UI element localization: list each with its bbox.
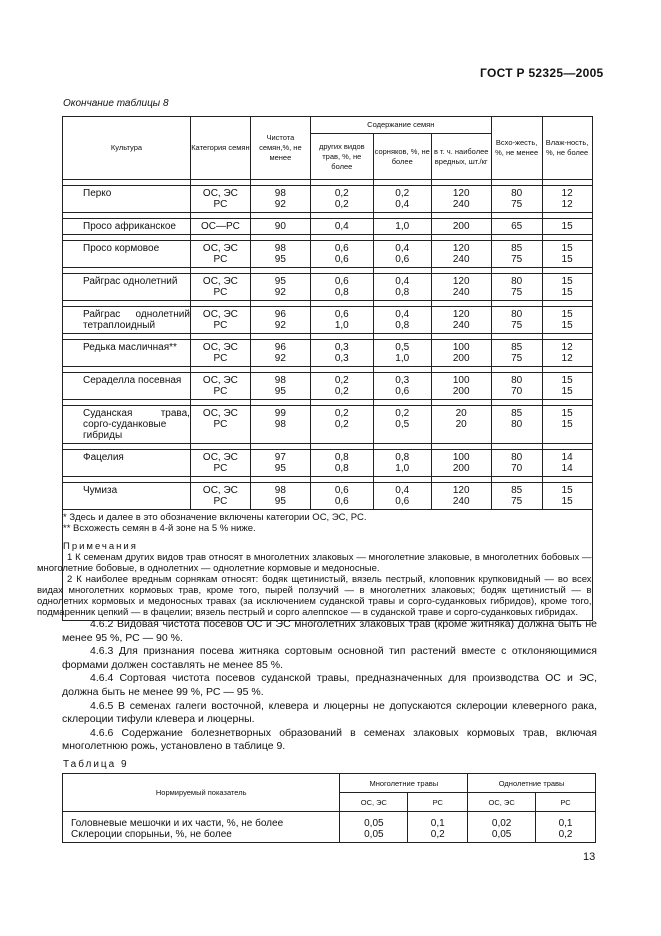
cell-value: 0,6 bbox=[334, 243, 349, 254]
cell-value: 80 bbox=[511, 309, 523, 320]
cell-value: 92 bbox=[274, 199, 286, 210]
header-other-grass: других видов трав, %, не более bbox=[310, 134, 373, 180]
header-indicator: Нормируемый показатель bbox=[63, 774, 340, 812]
cell-germ bbox=[491, 450, 542, 477]
cell-purity bbox=[250, 483, 310, 510]
crop-name: Фацелия bbox=[63, 450, 191, 477]
header-annual: Однолетние травы bbox=[468, 774, 596, 793]
cell-value: 100 bbox=[452, 452, 470, 463]
cell-moist bbox=[542, 406, 592, 444]
cell-purity bbox=[250, 340, 310, 367]
cell-moist bbox=[542, 186, 592, 213]
cell-value: 75 bbox=[511, 320, 523, 331]
cell-harmful bbox=[431, 186, 491, 213]
cell-value: 120 bbox=[452, 485, 470, 496]
crop-name: Суданская трава, сорго-суданковые гибриды bbox=[63, 406, 191, 444]
table-row bbox=[63, 340, 657, 367]
cell-value: 0,3 bbox=[334, 342, 349, 353]
cell-value: ОС, ЭС bbox=[202, 375, 238, 386]
cell-other bbox=[310, 274, 373, 301]
cell-value: 0,5 bbox=[395, 419, 410, 430]
cell-value: 96 bbox=[274, 342, 286, 353]
table-8 bbox=[37, 116, 656, 621]
header-perennial-os-es: ОС, ЭС bbox=[340, 793, 408, 812]
cell-value: 0,1 bbox=[430, 818, 445, 829]
table-row bbox=[63, 406, 657, 444]
cell-value: 15 bbox=[561, 320, 573, 331]
cell-value: 70 bbox=[511, 386, 523, 397]
cell-value: 200 bbox=[452, 386, 470, 397]
table-notes bbox=[37, 510, 593, 621]
paragraph-4-6-4: 4.6.4 Сортовая чистота посевов суданской травы, предназначенных для производства ОС и ЭС, должна быть не менее 99 %, РС — 95 %. bbox=[62, 672, 597, 698]
cell-value: 15 bbox=[561, 408, 573, 419]
cell-value: 92 bbox=[274, 353, 286, 364]
cell-value: 15 bbox=[561, 254, 573, 265]
paragraph-list bbox=[62, 618, 597, 754]
cell-value: 0,4 bbox=[395, 243, 410, 254]
note-1: 1 К семенам других видов трав относят в многолетних злаковых — многолетние злаковые, в многолетних бобовых — многолетние бобовые, в однолетних — однолетние кормовые и медоносные. bbox=[37, 552, 592, 574]
cell-category bbox=[190, 450, 250, 477]
cell-germ bbox=[491, 406, 542, 444]
cell-value: 200 bbox=[452, 463, 470, 474]
table-row bbox=[63, 307, 657, 334]
cell-value: 0,6 bbox=[334, 254, 349, 265]
cell-value: 0,2 bbox=[334, 188, 349, 199]
cell-germ bbox=[491, 241, 542, 268]
crop-name: Редька масличная** bbox=[63, 340, 191, 367]
cell-category bbox=[190, 186, 250, 213]
cell-harmful bbox=[431, 241, 491, 268]
cell-value: 95 bbox=[274, 254, 286, 265]
cell-purity bbox=[250, 186, 310, 213]
cell-value: 100 bbox=[452, 342, 470, 353]
cell-moist bbox=[542, 241, 592, 268]
cell-weeds bbox=[373, 219, 431, 235]
cell-value: 0,6 bbox=[334, 309, 349, 320]
cell-value: 0,6 bbox=[334, 496, 349, 507]
cell-value: 98 bbox=[274, 375, 286, 386]
paragraph-4-6-5: 4.6.5 В семенах галеги восточной, клевера и люцерны не допускаются склероции клеверного рака, склероции тифули клевера и люцерны. bbox=[62, 699, 597, 726]
crop-name: Сераделла посевная bbox=[63, 373, 191, 400]
cell-value: РС bbox=[213, 419, 228, 430]
cell-category bbox=[190, 340, 250, 367]
header-content-group: Содержание семян bbox=[310, 117, 491, 134]
cell-value: 0,8 bbox=[395, 320, 410, 331]
header-perennial: Многолетние травы bbox=[340, 774, 468, 793]
cell-value: 0,2 bbox=[334, 419, 349, 430]
cell-other bbox=[310, 307, 373, 334]
cell-harmful bbox=[431, 274, 491, 301]
cell-germ bbox=[491, 483, 542, 510]
header-moisture: Влаж-ность, %, не более bbox=[542, 117, 592, 180]
cell-category bbox=[190, 373, 250, 400]
cell-value: ОС, ЭС bbox=[202, 452, 238, 463]
table-row bbox=[63, 274, 657, 301]
table-9-row bbox=[63, 812, 596, 843]
cell-value: 200 bbox=[452, 353, 470, 364]
cell-purity bbox=[250, 274, 310, 301]
cell-value: 0,6 bbox=[334, 276, 349, 287]
cell-moist bbox=[542, 483, 592, 510]
cell-value: 0,02 bbox=[491, 818, 512, 829]
paragraph-4-6-2: 4.6.2 Видовая чистота посевов ОС и ЭС многолетних злаковых трав (кроме житняка) должна быть не менее 95 %, РС — 90 %. bbox=[62, 618, 597, 644]
cell-value: 12 bbox=[561, 199, 573, 210]
cell-value: ОС, ЭС bbox=[202, 408, 238, 419]
crop-name: Райграс однолетний bbox=[63, 274, 191, 301]
document-header: ГОСТ Р 52325—2005 bbox=[480, 66, 604, 80]
cell-weeds bbox=[373, 406, 431, 444]
cell-value: 0,8 bbox=[395, 452, 410, 463]
cell-value: 1,0 bbox=[395, 353, 410, 364]
cell-value: РС bbox=[213, 463, 228, 474]
cell-other bbox=[310, 406, 373, 444]
cell-moist bbox=[542, 274, 592, 301]
cell-weeds bbox=[373, 186, 431, 213]
cell-value: 0,2 bbox=[395, 188, 410, 199]
cell-weeds bbox=[373, 307, 431, 334]
cell-weeds bbox=[373, 450, 431, 477]
cell-value: 92 bbox=[274, 320, 286, 331]
cell-value: 99 bbox=[274, 408, 286, 419]
crop-name: Просо кормовое bbox=[63, 241, 191, 268]
cell-value: 80 bbox=[511, 188, 523, 199]
cell-value: 12 bbox=[561, 188, 573, 199]
header-purity: Чистота семян,%, не менее bbox=[250, 117, 310, 180]
table-row bbox=[63, 450, 657, 477]
cell-purity bbox=[250, 373, 310, 400]
cell-value: ОС, ЭС bbox=[202, 243, 238, 254]
cell-other bbox=[310, 373, 373, 400]
crop-name: Райграс однолетний тетраплоидный bbox=[63, 307, 191, 334]
header-harmful: в т. ч. наиболее вредных, шт./кг bbox=[431, 134, 491, 180]
cell-value: 120 bbox=[452, 276, 470, 287]
cell-value: 15 bbox=[561, 419, 573, 430]
header-annual-rs: РС bbox=[536, 793, 596, 812]
cell-value: 98 bbox=[274, 243, 286, 254]
header-germination: Всхо-жесть, %, не менее bbox=[491, 117, 542, 180]
footnote-1: * Здесь и далее в это обозначение включены категории ОС, ЭС, РС. bbox=[63, 512, 367, 523]
cell-value: 240 bbox=[452, 496, 470, 507]
cell-value: 80 bbox=[511, 375, 523, 386]
cell-value: 0,1 bbox=[558, 818, 573, 829]
cell-value: 240 bbox=[452, 320, 470, 331]
table-row bbox=[63, 219, 657, 235]
cell-moist bbox=[542, 450, 592, 477]
cell-weeds bbox=[373, 274, 431, 301]
table-row bbox=[63, 241, 657, 268]
cell-harmful bbox=[431, 373, 491, 400]
cell-value: РС bbox=[213, 496, 228, 507]
cell-value: ОС—РС bbox=[201, 221, 240, 232]
cell-purity bbox=[250, 307, 310, 334]
cell-value: 120 bbox=[452, 309, 470, 320]
cell-harmful bbox=[431, 340, 491, 367]
cell-germ bbox=[491, 307, 542, 334]
cell-value: 0,2 bbox=[558, 829, 573, 840]
cell-value: 0,6 bbox=[395, 496, 410, 507]
cell-value: 0,3 bbox=[334, 353, 349, 364]
cell-other bbox=[310, 340, 373, 367]
cell-moist bbox=[542, 340, 592, 367]
cell-value: ОС, ЭС bbox=[202, 188, 238, 199]
cell-other bbox=[310, 241, 373, 268]
cell-value: 20 bbox=[455, 408, 467, 419]
header-annual-os-es: ОС, ЭС bbox=[468, 793, 536, 812]
cell-purity bbox=[250, 450, 310, 477]
cell-value: 0,05 bbox=[364, 818, 384, 829]
header-crop: Культура bbox=[63, 117, 191, 180]
cell-value: 85 bbox=[511, 485, 523, 496]
footnote-2: ** Всхожесть семян в 4-й зоне на 5 % ниже. bbox=[63, 523, 256, 534]
cell-value: 0,6 bbox=[334, 485, 349, 496]
cell-value: 0,2 bbox=[430, 829, 445, 840]
cell-value: 240 bbox=[452, 199, 470, 210]
cell-value: 14 bbox=[561, 452, 573, 463]
cell-value: 120 bbox=[452, 188, 470, 199]
cell-moist bbox=[542, 307, 592, 334]
cell-value: 15 bbox=[561, 276, 573, 287]
cell-value: 70 bbox=[511, 463, 523, 474]
cell-value: 90 bbox=[274, 221, 286, 232]
cell-value: 15 bbox=[561, 309, 573, 320]
cell-value: РС bbox=[213, 287, 228, 298]
cell-category bbox=[190, 483, 250, 510]
cell-category bbox=[190, 307, 250, 334]
cell-value: 14 bbox=[561, 463, 573, 474]
cell-value: РС bbox=[213, 199, 228, 210]
cell-value: 0,8 bbox=[334, 452, 349, 463]
cell-weeds bbox=[373, 373, 431, 400]
cell-moist bbox=[542, 373, 592, 400]
cell-value: 15 bbox=[561, 386, 573, 397]
cell-value: 0,2 bbox=[334, 386, 349, 397]
crop-name: Чумиза bbox=[63, 483, 191, 510]
cell-value: 0,3 bbox=[395, 375, 410, 386]
cell-value: 240 bbox=[452, 254, 470, 265]
cell-value: 75 bbox=[511, 496, 523, 507]
cell-value: ОС, ЭС bbox=[202, 276, 238, 287]
cell-value: 95 bbox=[274, 463, 286, 474]
cell-value: 85 bbox=[511, 408, 523, 419]
cell-value: ОС, ЭС bbox=[202, 485, 238, 496]
cell-value: 0,8 bbox=[395, 287, 410, 298]
cell-value: 0,4 bbox=[395, 276, 410, 287]
cell-weeds bbox=[373, 340, 431, 367]
cell-value: 65 bbox=[511, 221, 523, 232]
cell-value: 0,6 bbox=[395, 386, 410, 397]
notes-title: Примечания bbox=[63, 541, 138, 552]
cell-value: РС bbox=[213, 386, 228, 397]
cell-value: 95 bbox=[274, 386, 286, 397]
cell-germ bbox=[491, 186, 542, 213]
header-weeds: сорняков, %, не более bbox=[373, 134, 431, 180]
cell-value: 0,2 bbox=[334, 408, 349, 419]
cell-other bbox=[310, 186, 373, 213]
cell-value: 75 bbox=[511, 353, 523, 364]
cell-germ bbox=[491, 340, 542, 367]
cell-value: 80 bbox=[511, 419, 523, 430]
table-8-caption: Окончание таблицы 8 bbox=[63, 98, 169, 109]
cell-value: 200 bbox=[452, 221, 470, 232]
cell-value: 0,4 bbox=[334, 221, 349, 232]
cell-germ bbox=[491, 373, 542, 400]
cell-harmful bbox=[431, 406, 491, 444]
cell-value: РС bbox=[213, 320, 228, 331]
cell-value: 15 bbox=[561, 243, 573, 254]
cell-value: 0,8 bbox=[334, 463, 349, 474]
cell-value: 0,8 bbox=[334, 287, 349, 298]
cell-value: 0,2 bbox=[334, 199, 349, 210]
cell-value: 12 bbox=[561, 353, 573, 364]
cell-other bbox=[310, 450, 373, 477]
cell-value: 100 bbox=[452, 375, 470, 386]
cell-value: 0,4 bbox=[395, 309, 410, 320]
cell-value: 15 bbox=[561, 485, 573, 496]
row-label: Склероции спорыньи, %, не более bbox=[71, 829, 232, 840]
cell-value: 20 bbox=[455, 419, 467, 430]
cell-harmful bbox=[431, 307, 491, 334]
cell-harmful bbox=[431, 219, 491, 235]
header-category: Категория семян bbox=[190, 117, 250, 180]
cell-value: 12 bbox=[561, 342, 573, 353]
crop-name: Перко bbox=[63, 186, 191, 213]
cell-category bbox=[190, 241, 250, 268]
notes-row bbox=[63, 510, 657, 621]
cell-value: 97 bbox=[274, 452, 286, 463]
cell-value: 95 bbox=[274, 496, 286, 507]
cell-germ bbox=[491, 274, 542, 301]
paragraph-4-6-3: 4.6.3 Для признания посева житняка сортовым основной тип растений вместе с отклоняющимися формами должен составлять не менее 85 %. bbox=[62, 645, 597, 671]
cell-category bbox=[190, 406, 250, 444]
cell-value: 98 bbox=[274, 188, 286, 199]
cell-value: РС bbox=[213, 353, 228, 364]
cell-value: 15 bbox=[561, 496, 573, 507]
cell-value: 80 bbox=[511, 276, 523, 287]
cell-value: 0,5 bbox=[395, 342, 410, 353]
cell-value: РС bbox=[213, 254, 228, 265]
cell-category bbox=[190, 219, 250, 235]
crop-name: Просо африканское bbox=[63, 219, 191, 235]
cell-purity bbox=[250, 241, 310, 268]
cell-value: 98 bbox=[274, 419, 286, 430]
cell-value: ОС, ЭС bbox=[202, 309, 238, 320]
note-2: 2 К наиболее вредным сорнякам относят: бодяк щетинистый, вязель пестрый, клоповник крупковидный — во всех видах многолетних кормовых трав, кроме того, пырей ползучий — в многолетних злаковых; бодяк щетинистый — в однолетних кормовых и медоносных травах (за исключением суданской травы и сорго-суданковых гибридов), кроме того, подмаренник цепкий — в фацелии; вязель пестрый и сорго алеппское — в суданской траве и сорго-суданковых гибридах. bbox=[37, 574, 592, 618]
cell-value: 15 bbox=[561, 375, 573, 386]
cell-value: 0,6 bbox=[395, 254, 410, 265]
page-number: 13 bbox=[583, 851, 596, 863]
cell-value: 75 bbox=[511, 199, 523, 210]
table-9 bbox=[62, 773, 596, 843]
table-row bbox=[63, 483, 657, 510]
cell-value: 75 bbox=[511, 254, 523, 265]
cell-value: ОС, ЭС bbox=[202, 342, 238, 353]
cell-value: 80 bbox=[511, 452, 523, 463]
table-9-caption: Таблица 9 bbox=[63, 759, 129, 770]
paragraph-4-6-6: 4.6.6 Содержание болезнетворных образований в семенах злаковых кормовых трав, включая многолетнюю рожь, установлено в таблице 9. bbox=[62, 726, 597, 753]
cell-value: 1,0 bbox=[395, 221, 410, 232]
cell-category bbox=[190, 274, 250, 301]
cell-value: 98 bbox=[274, 485, 286, 496]
header-perennial-rs: РС bbox=[408, 793, 468, 812]
cell-value: 1,0 bbox=[334, 320, 349, 331]
cell-value: 240 bbox=[452, 287, 470, 298]
cell-value: 0,05 bbox=[364, 829, 384, 840]
cell-germ bbox=[491, 219, 542, 235]
cell-harmful bbox=[431, 450, 491, 477]
cell-moist bbox=[542, 219, 592, 235]
cell-value: 0,4 bbox=[395, 485, 410, 496]
table-row bbox=[63, 186, 657, 213]
cell-value: 15 bbox=[561, 287, 573, 298]
cell-purity bbox=[250, 219, 310, 235]
cell-value: 95 bbox=[274, 276, 286, 287]
cell-value: 75 bbox=[511, 287, 523, 298]
row-label: Головневые мешочки и их части, %, не более bbox=[71, 818, 284, 829]
cell-value: 1,0 bbox=[395, 463, 410, 474]
cell-value: 92 bbox=[274, 287, 286, 298]
cell-value: 85 bbox=[511, 243, 523, 254]
cell-value: 85 bbox=[511, 342, 523, 353]
table-row bbox=[63, 373, 657, 400]
cell-purity bbox=[250, 406, 310, 444]
cell-weeds bbox=[373, 483, 431, 510]
cell-value: 96 bbox=[274, 309, 286, 320]
cell-value: 120 bbox=[452, 243, 470, 254]
cell-weeds bbox=[373, 241, 431, 268]
cell-other bbox=[310, 219, 373, 235]
cell-value: 0,05 bbox=[491, 829, 512, 840]
cell-value: 0,4 bbox=[395, 199, 410, 210]
cell-value: 0,2 bbox=[395, 408, 410, 419]
cell-other bbox=[310, 483, 373, 510]
cell-value: 15 bbox=[561, 221, 573, 232]
cell-harmful bbox=[431, 483, 491, 510]
cell-value: 0,2 bbox=[334, 375, 349, 386]
